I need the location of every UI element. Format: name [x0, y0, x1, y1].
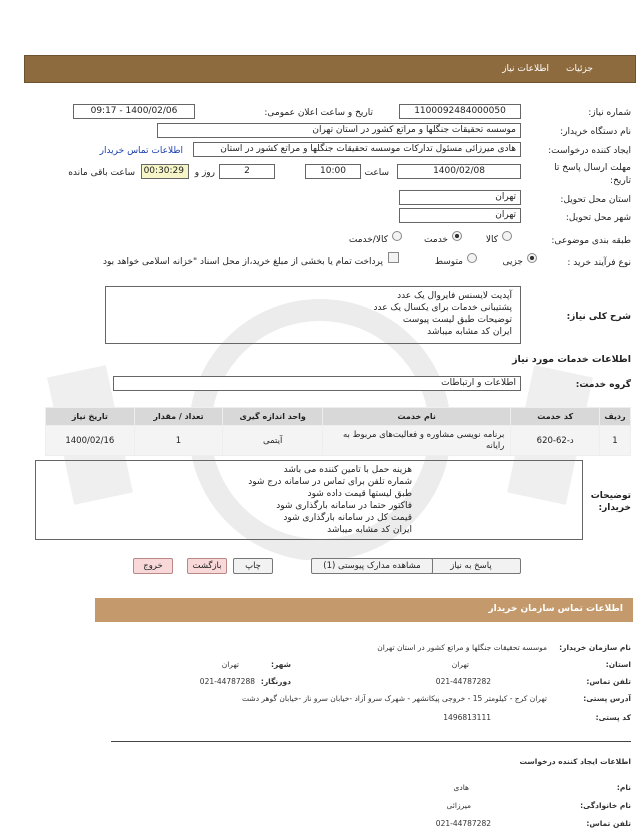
section-divider — [111, 741, 631, 742]
buyer-org-label: نام دستگاه خریدار: — [560, 127, 631, 137]
buyer-note-line: قیمت کل در سامانه بارگذاری شود — [283, 513, 412, 523]
buyer-notes-label: توضیحات خریدار: — [590, 491, 631, 513]
buyer-contact-link[interactable]: اطلاعات تماس خریدار — [99, 146, 183, 156]
category-service-label: خدمت — [424, 235, 448, 245]
tab-need-info[interactable]: اطلاعات نیاز — [502, 64, 549, 74]
creator-phone-label: تلفن تماس: — [586, 819, 631, 828]
announce-field: 1400/02/06 - 09:17 — [73, 104, 195, 119]
deadline-time-field: 10:00 — [305, 164, 361, 179]
category-goods-service-label: کالا/خدمت — [348, 235, 388, 245]
contact-address-value: تهران کرج - کیلومتر 15 - خروجی پیکانشهر - شهرک سرو آزاد -خیابان سرو ناز -خیابان گوهر دشت — [242, 694, 547, 703]
cell-name: برنامه نویسی مشاوره و فعالیت‌های مربوط به رایانه — [323, 426, 511, 456]
creator-first-name-value: هادی — [453, 783, 469, 792]
print-button[interactable]: چاپ — [233, 558, 273, 574]
contact-phone-value: 021-44787282 — [435, 677, 491, 686]
days-label: روز و — [194, 168, 215, 178]
remaining-label: ساعت باقی مانده — [68, 168, 135, 178]
remaining-time-field: 00:30:29 — [141, 164, 189, 179]
back-button[interactable]: بازگشت — [187, 558, 227, 574]
col-row: ردیف — [599, 408, 630, 426]
summary-line: توضیحات طبق لیست پیوست — [402, 315, 512, 325]
buyer-note-line: فاکتور حتما در سامانه بارگذاری شود — [276, 501, 412, 511]
creator-last-name-value: میرزائی — [446, 801, 471, 810]
province-label: استان محل تحویل: — [560, 195, 631, 205]
top-nav-bar — [24, 55, 636, 83]
buyer-note-line: شماره تلفن برای تماس در سامانه درج شود — [248, 477, 412, 487]
col-date: تاریخ نیاز — [46, 408, 135, 426]
contact-fax-label: دورنگار: — [260, 677, 291, 686]
cell-date: 1400/02/16 — [46, 426, 135, 456]
days-field: 2 — [219, 164, 275, 179]
cell-row: 1 — [599, 426, 630, 456]
summary-label: شرح کلی نیاز: — [566, 312, 631, 322]
deadline-time-label: ساعت — [364, 168, 389, 178]
contact-org-value: موسسه تحقیقات جنگلها و مراتع کشور در استان تهران — [377, 643, 547, 652]
table-row — [46, 426, 631, 456]
contact-province-value: تهران — [451, 660, 469, 669]
process-medium-label: متوسط — [434, 257, 463, 267]
summary-box — [105, 286, 521, 344]
creator-last-name-label: نام خانوادگی: — [580, 801, 631, 810]
contact-postal-value: 1496813111 — [443, 713, 491, 722]
need-number-label: شماره نیاز: — [588, 108, 631, 118]
category-service-radio[interactable] — [452, 231, 462, 241]
summary-line: آپدیت لایسنس فایروال یک عدد — [397, 291, 512, 301]
buyer-org-field: موسسه تحقیقات جنگلها و مراتع کشور در استان تهران — [157, 123, 521, 138]
creator-label: ایجاد کننده درخواست: — [548, 146, 631, 156]
cell-qty: 1 — [134, 426, 223, 456]
service-group-label: گروه خدمت: — [575, 380, 631, 390]
creator-phone-value: 021-44787282 — [435, 819, 491, 828]
cell-unit: آیتمی — [223, 426, 323, 456]
category-goods-radio[interactable] — [502, 231, 512, 241]
col-code: کد خدمت — [511, 408, 600, 426]
tab-details[interactable]: جزئیات — [566, 64, 593, 74]
creator-field: هادی میرزائی مسئول تداركات موسسه تحقیقات جنگلها و مراتع كشور در استان — [193, 142, 521, 157]
attachments-button[interactable]: مشاهده مدارک پیوستی (1) — [311, 558, 433, 574]
summary-line: پشتیبانی خدمات برای یکسال یک عدد — [373, 303, 512, 313]
category-label: طبقه بندی موضوعی: — [551, 236, 631, 246]
process-partial-label: جزیی — [502, 257, 523, 267]
exit-button[interactable]: خروج — [133, 558, 173, 574]
contact-fax-value: 021-44787288 — [199, 677, 255, 686]
deadline-label: مهلت ارسال پاسخ تا تاریخ: — [554, 163, 631, 186]
category-goods-label: کالا — [485, 235, 498, 245]
contact-phone-label: تلفن تماس: — [586, 677, 631, 686]
col-unit: واحد اندازه گیری — [223, 408, 323, 426]
contact-org-label: نام سازمان خریدار: — [559, 643, 631, 652]
buyer-note-line: هزینه حمل با تامین کننده می باشد — [283, 465, 412, 475]
summary-line: ایران کد مشابه میباشد — [427, 327, 512, 337]
creator-first-name-label: نام: — [616, 783, 631, 792]
contact-city-label: شهر: — [271, 660, 291, 669]
treasury-payment-note: پرداخت تمام یا بخشی از مبلغ خرید،از محل اسناد "خزانه اسلامی خواهد بود — [102, 257, 383, 267]
process-label: نوع فرآیند خرید : — [567, 258, 631, 268]
col-name: نام خدمت — [323, 408, 511, 426]
city-label: شهر محل تحویل: — [565, 213, 631, 223]
contact-province-label: استان: — [605, 660, 631, 669]
buyer-note-line: ایران کد مشابه میباشد — [327, 525, 412, 535]
contact-section-header: اطلاعات تماس سازمان خریدار — [95, 598, 633, 622]
service-group-field: اطلاعات و ارتباطات — [113, 376, 521, 391]
category-goods-service-radio[interactable] — [392, 231, 402, 241]
contact-address-label: آدرس پستی: — [583, 694, 631, 703]
city-field: تهران — [399, 208, 521, 223]
services-heading: اطلاعات خدمات مورد نیاز — [512, 354, 631, 365]
announce-label: تاریخ و ساعت اعلان عمومی: — [264, 108, 373, 118]
deadline-date-field: 1400/02/08 — [397, 164, 521, 179]
need-number-field: 1100092484000050 — [399, 104, 521, 119]
services-table — [45, 407, 631, 456]
buyer-note-line: طبق لیستها قیمت داده شود — [307, 489, 412, 499]
buyer-notes-box — [35, 460, 583, 540]
province-field: تهران — [399, 190, 521, 205]
creator-info-heading: اطلاعات ایجاد کننده درخواست — [519, 757, 631, 766]
cell-code: د-62-620 — [511, 426, 600, 456]
reply-button[interactable]: پاسخ به نیاز — [421, 558, 521, 574]
contact-city-value: تهران — [221, 660, 239, 669]
col-qty: تعداد / مقدار — [134, 408, 223, 426]
contact-postal-label: کد پستی: — [595, 713, 631, 722]
